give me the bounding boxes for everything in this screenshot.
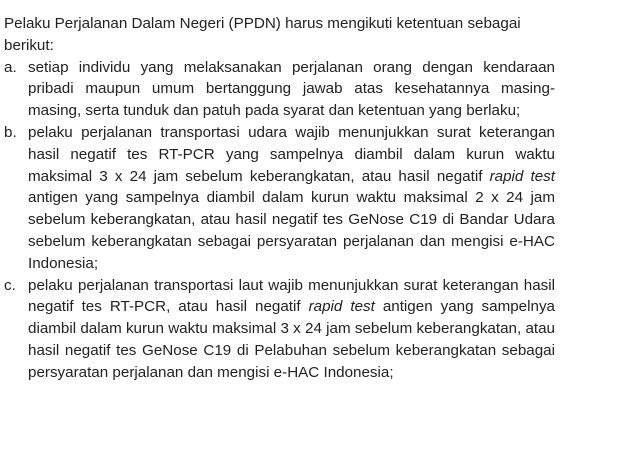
text-segment: pelaku perjalanan transportasi laut wajib menunjukkan surat keterangan hasil negatif tes RT-PCR, atau hasil negatif	[28, 276, 555, 316]
list-item	[4, 122, 555, 275]
italic-term: rapid test	[308, 298, 375, 316]
list-item	[4, 57, 555, 122]
list-item-text	[28, 124, 555, 272]
list-marker: c.	[4, 276, 16, 294]
list-item-text	[28, 59, 555, 120]
text-segment: antigen yang sampelnya diambil dalam kurun waktu maksimal 2 x 24 jam sebelum keberangkatan, atau hasil negatif tes GeNose C19 di Bandar Udara sebelum keberangkatan sebagai persyaratan perjalanan dan mengisi e-HAC Indonesia;	[28, 189, 555, 272]
list-marker: a.	[4, 58, 17, 76]
list-item	[4, 275, 555, 384]
text-segment: antigen yang sampelnya diambil dalam kurun waktu maksimal 3 x 24 jam sebelum keberangkatan, atau hasil negatif tes GeNose C19 di Pelabuhan sebelum keberangkatan sebagai persyaratan perjalanan dan mengisi e-HAC Indonesia;	[28, 298, 555, 381]
text-segment: setiap individu yang melaksanakan perjalanan orang dengan kendaraan pribadi maupun umum bertanggung jawab atas kesehatannya masing-masing, serta tunduk dan patuh pada syarat dan ketentuan yang berlaku;	[28, 58, 555, 120]
list-marker: b.	[4, 123, 17, 141]
italic-term: rapid test	[489, 167, 555, 185]
intro-paragraph: Pelaku Perjalanan Dalam Negeri (PPDN) harus mengikuti ketentuan sebagai berikut:	[4, 15, 521, 54]
requirements-list	[4, 57, 555, 384]
text-segment: pelaku perjalanan transportasi udara wajib menunjukkan surat keterangan hasil negatif tes RT-PCR yang sampelnya diambil dalam kurun waktu maksimal 3 x 24 jam sebelum keberangkatan, atau hasil negatif	[28, 123, 555, 185]
list-item-text	[28, 277, 555, 381]
